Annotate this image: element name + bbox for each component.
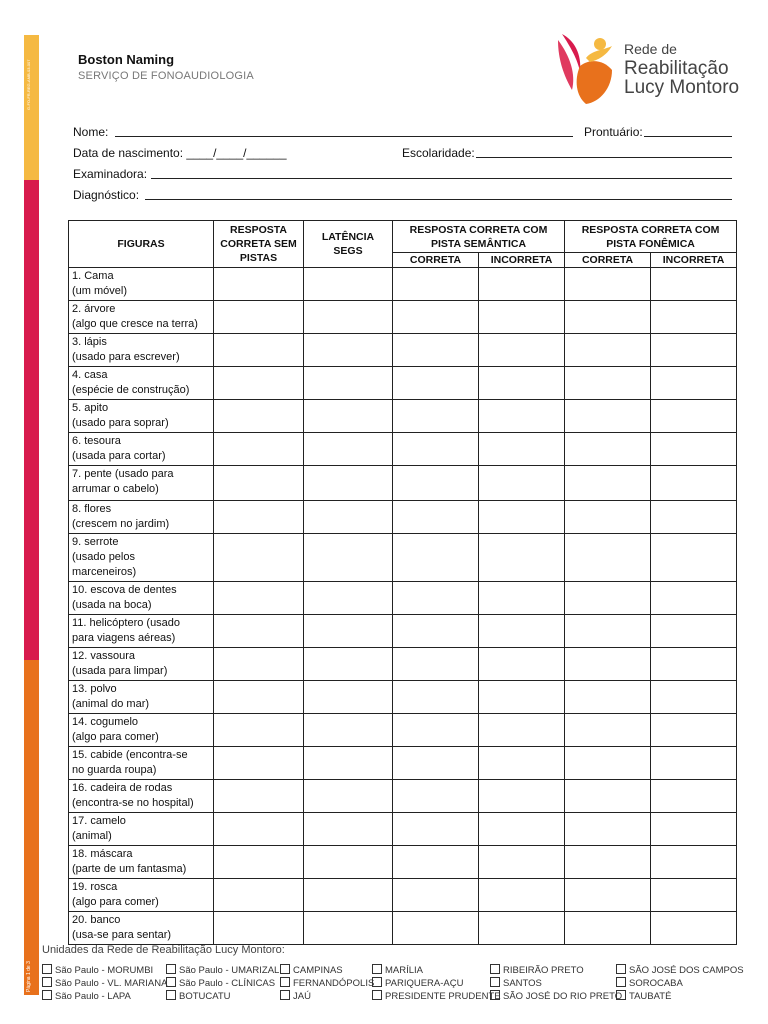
semantica-correta-cell[interactable] xyxy=(393,268,479,301)
table-row xyxy=(69,466,737,501)
fonemica-correta-cell[interactable] xyxy=(565,301,651,334)
header-fonemica-correta: CORRETA xyxy=(565,253,651,268)
fonemica-correta-cell[interactable] xyxy=(565,501,651,534)
fonemica-correta-cell[interactable] xyxy=(565,268,651,301)
figure-cell xyxy=(69,301,214,334)
unit-checkbox-item[interactable] xyxy=(166,990,231,1002)
resposta-sem-pistas-cell[interactable] xyxy=(214,400,304,433)
table-row xyxy=(69,912,737,945)
unit-label: São Paulo - LAPA xyxy=(55,991,131,1002)
fonemica-incorreta-cell[interactable] xyxy=(651,846,737,879)
figure-text-line: 7. pente (usado para xyxy=(72,468,174,480)
resposta-sem-pistas-cell[interactable] xyxy=(214,813,304,846)
latencia-cell[interactable] xyxy=(304,681,393,714)
lucy-montoro-logo xyxy=(556,30,746,106)
fonemica-correta-cell[interactable] xyxy=(565,714,651,747)
table-row xyxy=(69,780,737,813)
fonemica-incorreta-cell[interactable] xyxy=(651,334,737,367)
unit-label: São Paulo - MORUMBI xyxy=(55,965,154,976)
semantica-incorreta-cell[interactable] xyxy=(479,268,565,301)
figure-text-line: (usa-se para sentar) xyxy=(72,929,172,941)
latencia-cell[interactable] xyxy=(304,615,393,648)
unit-checkbox-item[interactable] xyxy=(372,964,423,976)
resposta-sem-pistas-cell[interactable] xyxy=(214,301,304,334)
unit-checkbox-item[interactable] xyxy=(616,990,671,1002)
figure-text-line: (usado para soprar) xyxy=(72,417,169,429)
checkbox-icon[interactable] xyxy=(490,964,500,974)
table-row xyxy=(69,301,737,334)
fonemica-incorreta-cell[interactable] xyxy=(651,466,737,501)
semantica-correta-cell[interactable] xyxy=(393,648,479,681)
table-row xyxy=(69,681,737,714)
figure-text-line: 15. cabide (encontra-se xyxy=(72,749,188,761)
resposta-sem-pistas-cell[interactable] xyxy=(214,334,304,367)
checkbox-icon[interactable] xyxy=(372,990,382,1000)
header-pista-semantica: RESPOSTA CORRETA COM PISTA SEMÂNTICA xyxy=(393,221,565,253)
document-title: Boston Naming xyxy=(78,52,175,67)
checkbox-icon[interactable] xyxy=(280,990,290,1000)
semantica-correta-cell[interactable] xyxy=(393,714,479,747)
semantica-incorreta-cell[interactable] xyxy=(479,534,565,582)
fonemica-correta-cell[interactable] xyxy=(565,615,651,648)
table-row xyxy=(69,813,737,846)
figure-text-line: (algo para comer) xyxy=(72,896,159,908)
semantica-incorreta-cell[interactable] xyxy=(479,780,565,813)
figure-cell xyxy=(69,268,214,301)
semantica-incorreta-cell[interactable] xyxy=(479,466,565,501)
nome-label: Nome: xyxy=(73,125,109,139)
figure-cell xyxy=(69,400,214,433)
unit-label: BOTUCATU xyxy=(179,991,231,1002)
checkbox-icon[interactable] xyxy=(372,964,382,974)
resposta-sem-pistas-cell[interactable] xyxy=(214,714,304,747)
data-nascimento-field[interactable] xyxy=(73,146,313,160)
unit-checkbox-item[interactable] xyxy=(42,990,131,1002)
semantica-correta-cell[interactable] xyxy=(393,615,479,648)
semantica-correta-cell[interactable] xyxy=(393,813,479,846)
semantica-correta-cell[interactable] xyxy=(393,879,479,912)
unit-checkbox-item[interactable] xyxy=(372,990,501,1002)
figure-text-line: no guarda roupa) xyxy=(72,764,157,776)
fonemica-incorreta-cell[interactable] xyxy=(651,301,737,334)
fonemica-incorreta-cell[interactable] xyxy=(651,747,737,780)
figure-text-line: (encontra-se no hospital) xyxy=(72,797,194,809)
unit-checkbox-item[interactable] xyxy=(490,977,542,989)
fonemica-correta-cell[interactable] xyxy=(565,813,651,846)
examinadora-field[interactable] xyxy=(73,167,732,181)
nome-field[interactable] xyxy=(73,125,573,139)
figure-text-line: (algo que cresce na terra) xyxy=(72,318,198,330)
fonemica-correta-cell[interactable] xyxy=(565,334,651,367)
fonemica-incorreta-cell[interactable] xyxy=(651,433,737,466)
logo-mark-icon xyxy=(556,30,620,106)
logo-line-3: Lucy Montoro xyxy=(624,77,740,98)
checkbox-icon[interactable] xyxy=(166,964,176,974)
figure-text-line: 6. tesoura xyxy=(72,435,121,447)
diagnostico-line xyxy=(145,199,732,200)
fonemica-correta-cell[interactable] xyxy=(565,879,651,912)
sidebar-magenta-segment xyxy=(24,180,39,660)
semantica-incorreta-cell[interactable] xyxy=(479,400,565,433)
figure-text-line: 18. máscara xyxy=(72,848,133,860)
table-row xyxy=(69,268,737,301)
figure-cell xyxy=(69,879,214,912)
figure-text-line: 16. cadeira de rodas xyxy=(72,782,173,794)
latencia-cell[interactable] xyxy=(304,268,393,301)
semantica-correta-cell[interactable] xyxy=(393,912,479,945)
unit-label: SOROCABA xyxy=(629,978,683,989)
unit-checkbox-item[interactable] xyxy=(372,977,463,989)
latencia-cell[interactable] xyxy=(304,400,393,433)
fonemica-incorreta-cell[interactable] xyxy=(651,268,737,301)
table-row xyxy=(69,615,737,648)
figure-text-line: 19. rosca xyxy=(72,881,118,893)
semantica-correta-cell[interactable] xyxy=(393,501,479,534)
unit-checkbox-item[interactable] xyxy=(42,964,153,976)
figure-text-line: (usado pelos xyxy=(72,551,135,563)
prontuario-line xyxy=(644,136,732,137)
figure-text-line: 20. banco xyxy=(72,914,121,926)
fonemica-incorreta-cell[interactable] xyxy=(651,780,737,813)
semantica-incorreta-cell[interactable] xyxy=(479,615,565,648)
latencia-cell[interactable] xyxy=(304,466,393,501)
header-pista-fonemica: RESPOSTA CORRETA COM PISTA FONÊMICA xyxy=(565,221,737,253)
semantica-incorreta-cell[interactable] xyxy=(479,301,565,334)
figure-text-line: (usado para escrever) xyxy=(72,351,180,363)
figure-text-line: 5. apito xyxy=(72,402,109,414)
fonemica-incorreta-cell[interactable] xyxy=(651,648,737,681)
unit-checkbox-item[interactable] xyxy=(280,990,311,1002)
resposta-sem-pistas-cell[interactable] xyxy=(214,648,304,681)
figure-cell xyxy=(69,501,214,534)
figure-text-line: arrumar o cabelo) xyxy=(72,483,159,495)
fonemica-incorreta-cell[interactable] xyxy=(651,501,737,534)
figure-cell xyxy=(69,681,214,714)
checkbox-icon[interactable] xyxy=(166,990,176,1000)
figure-text-line: 4. casa xyxy=(72,369,108,381)
table-row xyxy=(69,334,737,367)
units-title: Unidades da Rede de Reabilitação Lucy Montoro: xyxy=(42,944,285,956)
resposta-sem-pistas-cell[interactable] xyxy=(214,780,304,813)
latencia-cell[interactable] xyxy=(304,912,393,945)
figure-cell xyxy=(69,433,214,466)
semantica-incorreta-cell[interactable] xyxy=(479,879,565,912)
fonemica-incorreta-cell[interactable] xyxy=(651,681,737,714)
table-row xyxy=(69,714,737,747)
unit-checkbox-item[interactable] xyxy=(166,964,279,976)
escolaridade-line xyxy=(476,157,732,158)
checkbox-icon[interactable] xyxy=(280,964,290,974)
unit-checkbox-item[interactable] xyxy=(490,990,622,1002)
fonemica-correta-cell[interactable] xyxy=(565,466,651,501)
unit-label: São Paulo - CLÍNICAS xyxy=(179,978,276,989)
diagnostico-field[interactable] xyxy=(73,188,732,202)
fonemica-correta-cell[interactable] xyxy=(565,534,651,582)
unit-checkbox-item[interactable] xyxy=(42,977,167,989)
latencia-cell[interactable] xyxy=(304,582,393,615)
semantica-incorreta-cell[interactable] xyxy=(479,582,565,615)
checkbox-icon[interactable] xyxy=(490,977,500,987)
fonemica-incorreta-cell[interactable] xyxy=(651,534,737,582)
fonemica-incorreta-cell[interactable] xyxy=(651,367,737,400)
unit-label: PRESIDENTE PRUDENTE xyxy=(385,991,501,1002)
checkbox-icon[interactable] xyxy=(616,990,626,1000)
table-row xyxy=(69,501,737,534)
table-row xyxy=(69,747,737,780)
semantica-incorreta-cell[interactable] xyxy=(479,714,565,747)
fonemica-correta-cell[interactable] xyxy=(565,648,651,681)
unit-checkbox-item[interactable] xyxy=(280,964,343,976)
figure-cell xyxy=(69,846,214,879)
figure-cell xyxy=(69,912,214,945)
semantica-correta-cell[interactable] xyxy=(393,747,479,780)
figure-cell xyxy=(69,714,214,747)
figure-cell xyxy=(69,780,214,813)
fonemica-incorreta-cell[interactable] xyxy=(651,615,737,648)
checkbox-icon[interactable] xyxy=(616,977,626,987)
figure-cell xyxy=(69,334,214,367)
fonemica-incorreta-cell[interactable] xyxy=(651,813,737,846)
fonemica-correta-cell[interactable] xyxy=(565,846,651,879)
figure-text-line: (parte de um fantasma) xyxy=(72,863,187,875)
unit-checkbox-item[interactable] xyxy=(616,964,744,976)
figure-cell xyxy=(69,648,214,681)
header-figuras: FIGURAS xyxy=(69,221,214,268)
figure-text-line: (crescem no jardim) xyxy=(72,518,170,530)
checkbox-icon[interactable] xyxy=(280,977,290,987)
table-body xyxy=(69,268,737,945)
figure-text-line: 8. flores xyxy=(72,503,112,515)
document-code: G-FO-FR-REG-AMB-03-007 xyxy=(26,59,31,110)
checkbox-icon[interactable] xyxy=(42,977,52,987)
latencia-cell[interactable] xyxy=(304,714,393,747)
unit-label: SANTOS xyxy=(503,978,542,989)
unit-label: São Paulo - UMARIZAL xyxy=(179,965,280,976)
semantica-correta-cell[interactable] xyxy=(393,334,479,367)
resposta-sem-pistas-cell[interactable] xyxy=(214,367,304,400)
figure-text-line: 12. vassoura xyxy=(72,650,135,662)
fonemica-correta-cell[interactable] xyxy=(565,780,651,813)
figure-text-line: (um móvel) xyxy=(72,285,128,297)
prontuario-field[interactable] xyxy=(584,125,732,139)
resposta-sem-pistas-cell[interactable] xyxy=(214,501,304,534)
semantica-incorreta-cell[interactable] xyxy=(479,334,565,367)
semantica-incorreta-cell[interactable] xyxy=(479,648,565,681)
table-row xyxy=(69,846,737,879)
resposta-sem-pistas-cell[interactable] xyxy=(214,268,304,301)
checkbox-icon[interactable] xyxy=(616,964,626,974)
checkbox-icon[interactable] xyxy=(490,990,500,1000)
semantica-correta-cell[interactable] xyxy=(393,400,479,433)
table-row xyxy=(69,879,737,912)
semantica-incorreta-cell[interactable] xyxy=(479,367,565,400)
figure-text-line: 9. serrote xyxy=(72,536,119,548)
logo-line-1: Rede de xyxy=(624,41,677,57)
header-latencia: LATÊNCIA SEGS xyxy=(304,221,393,268)
fonemica-correta-cell[interactable] xyxy=(565,367,651,400)
figure-text-line: (animal do mar) xyxy=(72,698,150,710)
fonemica-correta-cell[interactable] xyxy=(565,681,651,714)
resposta-sem-pistas-cell[interactable] xyxy=(214,534,304,582)
table-row xyxy=(69,582,737,615)
fonemica-correta-cell[interactable] xyxy=(565,582,651,615)
unit-label: TAUBATÉ xyxy=(629,991,672,1002)
semantica-correta-cell[interactable] xyxy=(393,582,479,615)
figure-text-line: (usada para limpar) xyxy=(72,665,168,677)
figure-text-line: 17. camelo xyxy=(72,815,126,827)
latencia-cell[interactable] xyxy=(304,813,393,846)
figure-text-line: (usada na boca) xyxy=(72,599,152,611)
semantica-incorreta-cell[interactable] xyxy=(479,747,565,780)
checkbox-icon[interactable] xyxy=(372,977,382,987)
document-subtitle: SERVIÇO DE FONOAUDIOLOGIA xyxy=(78,70,254,82)
figure-text-line: 11. helicóptero (usado xyxy=(72,617,181,629)
unit-label: CAMPINAS xyxy=(293,965,343,976)
header-semantica-correta: CORRETA xyxy=(393,253,479,268)
header-fonemica-incorreta: INCORRETA xyxy=(651,253,737,268)
unit-label: SÃO JOSÉ DOS CAMPOS xyxy=(629,965,744,976)
resposta-sem-pistas-cell[interactable] xyxy=(214,615,304,648)
color-sidebar xyxy=(24,35,39,995)
figure-text-line: 10. escova de dentes xyxy=(72,584,177,596)
latencia-cell[interactable] xyxy=(304,846,393,879)
resposta-sem-pistas-cell[interactable] xyxy=(214,912,304,945)
unit-checkbox-item[interactable] xyxy=(280,977,374,989)
fonemica-correta-cell[interactable] xyxy=(565,400,651,433)
figure-text-line: 13. polvo xyxy=(72,683,117,695)
latencia-cell[interactable] xyxy=(304,648,393,681)
figure-text-line: 2. árvore xyxy=(72,303,116,315)
figure-text-line: 14. cogumelo xyxy=(72,716,139,728)
figure-text-line: 1. Cama xyxy=(72,270,114,282)
semantica-incorreta-cell[interactable] xyxy=(479,681,565,714)
fonemica-incorreta-cell[interactable] xyxy=(651,879,737,912)
figure-text-line: (espécie de construção) xyxy=(72,384,190,396)
latencia-cell[interactable] xyxy=(304,534,393,582)
figure-cell xyxy=(69,466,214,501)
latencia-cell[interactable] xyxy=(304,501,393,534)
table-row xyxy=(69,534,737,582)
fonemica-incorreta-cell[interactable] xyxy=(651,582,737,615)
latencia-cell[interactable] xyxy=(304,747,393,780)
logo-text xyxy=(624,40,739,97)
fonemica-incorreta-cell[interactable] xyxy=(651,912,737,945)
unit-label: RIBEIRÃO PRETO xyxy=(503,965,584,976)
nome-line xyxy=(115,136,573,137)
latencia-cell[interactable] xyxy=(304,433,393,466)
resposta-sem-pistas-cell[interactable] xyxy=(214,681,304,714)
figure-cell xyxy=(69,813,214,846)
semantica-correta-cell[interactable] xyxy=(393,301,479,334)
semantica-correta-cell[interactable] xyxy=(393,367,479,400)
unit-label: São Paulo - VL. MARIANA xyxy=(55,978,168,989)
latencia-cell[interactable] xyxy=(304,780,393,813)
table-row xyxy=(69,367,737,400)
semantica-incorreta-cell[interactable] xyxy=(479,912,565,945)
semantica-correta-cell[interactable] xyxy=(393,846,479,879)
figure-text-line: (animal) xyxy=(72,830,112,842)
figure-cell xyxy=(69,615,214,648)
latencia-cell[interactable] xyxy=(304,879,393,912)
latencia-cell[interactable] xyxy=(304,367,393,400)
table-row xyxy=(69,433,737,466)
unit-label: SÃO JOSÉ DO RIO PRETO xyxy=(503,991,623,1002)
latencia-cell[interactable] xyxy=(304,334,393,367)
unit-label: FERNANDÓPOLIS xyxy=(293,978,375,989)
fonemica-correta-cell[interactable] xyxy=(565,433,651,466)
logo-line-2: Reabilitação xyxy=(624,58,729,79)
figure-text-line: 3. lápis xyxy=(72,336,107,348)
figure-cell xyxy=(69,582,214,615)
fonemica-correta-cell[interactable] xyxy=(565,747,651,780)
semantica-incorreta-cell[interactable] xyxy=(479,433,565,466)
resposta-sem-pistas-cell[interactable] xyxy=(214,879,304,912)
figure-text-line: (usada para cortar) xyxy=(72,450,166,462)
semantica-incorreta-cell[interactable] xyxy=(479,501,565,534)
resposta-sem-pistas-cell[interactable] xyxy=(214,846,304,879)
unit-label: PARIQUERA-AÇU xyxy=(385,978,464,989)
checkbox-icon[interactable] xyxy=(42,990,52,1000)
unit-label: MARÍLIA xyxy=(385,965,424,976)
page-indicator: Página 1 de 3 xyxy=(26,961,32,992)
semantica-incorreta-cell[interactable] xyxy=(479,813,565,846)
unit-checkbox-item[interactable] xyxy=(166,977,275,989)
semantica-correta-cell[interactable] xyxy=(393,780,479,813)
header-semantica-incorreta: INCORRETA xyxy=(479,253,565,268)
checkbox-icon[interactable] xyxy=(166,977,176,987)
semantica-correta-cell[interactable] xyxy=(393,433,479,466)
escolaridade-label: Escolaridade: xyxy=(402,146,475,160)
figure-cell xyxy=(69,367,214,400)
unit-label: JAÚ xyxy=(293,991,311,1002)
examinadora-line xyxy=(151,178,732,179)
fonemica-correta-cell[interactable] xyxy=(565,912,651,945)
checkbox-icon[interactable] xyxy=(42,964,52,974)
semantica-correta-cell[interactable] xyxy=(393,534,479,582)
examinadora-label: Examinadora: xyxy=(73,167,148,181)
resposta-sem-pistas-cell[interactable] xyxy=(214,433,304,466)
unit-checkbox-item[interactable] xyxy=(616,977,683,989)
naming-test-table xyxy=(68,220,737,945)
semantica-correta-cell[interactable] xyxy=(393,681,479,714)
resposta-sem-pistas-cell[interactable] xyxy=(214,582,304,615)
figure-cell xyxy=(69,747,214,780)
escolaridade-field[interactable] xyxy=(402,146,732,160)
prontuario-label: Prontuário: xyxy=(584,125,643,139)
figure-text-line: para viagens aéreas) xyxy=(72,632,176,644)
figure-text-line: marceneiros) xyxy=(72,566,137,578)
resposta-sem-pistas-cell[interactable] xyxy=(214,747,304,780)
fonemica-incorreta-cell[interactable] xyxy=(651,714,737,747)
fonemica-incorreta-cell[interactable] xyxy=(651,400,737,433)
resposta-sem-pistas-cell[interactable] xyxy=(214,466,304,501)
header-resposta-sem-pistas: RESPOSTA CORRETA SEM PISTAS xyxy=(214,221,304,268)
semantica-incorreta-cell[interactable] xyxy=(479,846,565,879)
latencia-cell[interactable] xyxy=(304,301,393,334)
figure-cell xyxy=(69,534,214,582)
data-nascimento-label: Data de nascimento: ____/____/______ xyxy=(73,146,287,160)
diagnostico-label: Diagnóstico: xyxy=(73,188,140,202)
table-row xyxy=(69,648,737,681)
unit-checkbox-item[interactable] xyxy=(490,964,584,976)
table-row xyxy=(69,400,737,433)
figure-text-line: (algo para comer) xyxy=(72,731,159,743)
sidebar-orange-segment xyxy=(24,660,39,995)
semantica-correta-cell[interactable] xyxy=(393,466,479,501)
